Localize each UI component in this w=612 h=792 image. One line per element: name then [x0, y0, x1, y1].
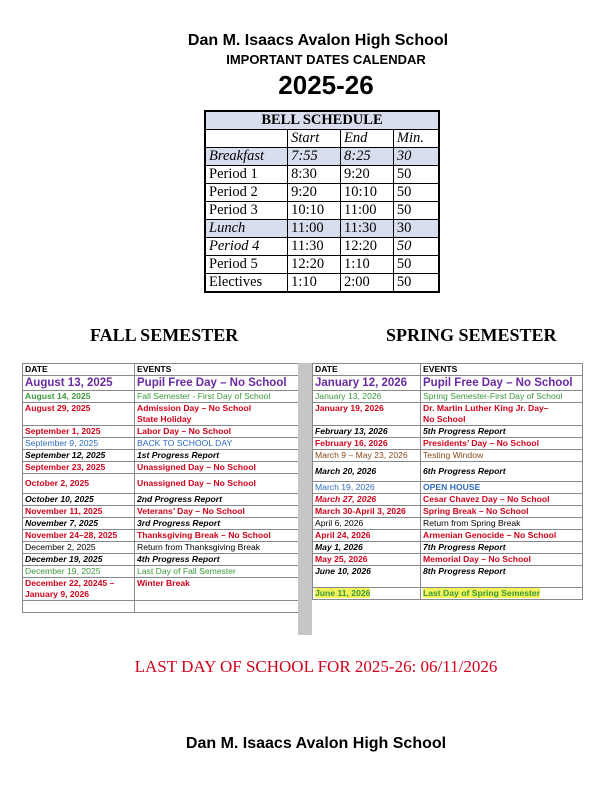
footer-school-name: Dan M. Isaacs Avalon High School [185, 735, 447, 752]
row-event [135, 601, 299, 613]
column-divider [298, 363, 312, 635]
row-date: June 10, 2026 [313, 566, 421, 588]
bell-end: 11:30 [341, 220, 394, 238]
table-row [313, 530, 583, 542]
row-date: December 2, 2025 [23, 542, 135, 554]
row-event: 7th Progress Report [421, 542, 583, 554]
table-row [23, 462, 299, 474]
table-row [23, 578, 299, 601]
row-date: March 27, 2026 [313, 494, 421, 506]
row-event: 4th Progress Report [135, 554, 299, 566]
col-min: Min. [393, 130, 439, 148]
table-row [23, 450, 299, 462]
table-row [313, 391, 583, 403]
col-start: Start [288, 130, 341, 148]
row-date: November 7, 2025 [23, 518, 135, 530]
row-date: May 25, 2026 [313, 554, 421, 566]
bell-start: 1:10 [288, 274, 341, 293]
date-header: DATE [313, 364, 421, 376]
row-date: January 13, 2026 [313, 391, 421, 403]
row-date: January 19, 2026 [313, 403, 421, 426]
row-date: December 19, 2025 [23, 566, 135, 578]
row-date: March 19, 2026 [313, 482, 421, 494]
row-date: February 16, 2026 [313, 438, 421, 450]
bell-min: 50 [393, 274, 439, 293]
table-row [313, 588, 583, 600]
row-event-line1: Admission Day – No School [137, 403, 252, 413]
bell-row [205, 202, 439, 220]
row-event: Fall Semester - First Day of School [135, 391, 299, 403]
table-row [23, 391, 299, 403]
bell-min: 30 [393, 148, 439, 166]
table-row [313, 462, 583, 482]
bell-min: 50 [393, 238, 439, 256]
bell-start: 9:20 [288, 184, 341, 202]
row-event: Return from Spring Break [421, 518, 583, 530]
table-row [23, 542, 299, 554]
row-date: March 30-April 3, 2026 [313, 506, 421, 518]
row-date: November 11, 2025 [23, 506, 135, 518]
bell-end: 11:00 [341, 202, 394, 220]
bell-start: 11:30 [288, 238, 341, 256]
row-event [421, 403, 583, 426]
bell-start: 11:00 [288, 220, 341, 238]
row-date: August 29, 2025 [23, 403, 135, 426]
table-row [313, 518, 583, 530]
row-date: March 20, 2026 [313, 462, 421, 482]
row-event: Armenian Genocide – No School [421, 530, 583, 542]
table-row [23, 426, 299, 438]
bell-corner [205, 130, 288, 148]
row-date-line2: January 9, 2026 [25, 589, 90, 599]
row-event: Memorial Day – No School [421, 554, 583, 566]
row-date [23, 578, 135, 601]
row-event: 5th Progress Report [421, 426, 583, 438]
fall-dates-table [22, 363, 299, 613]
row-event: Unassigned Day – No School [135, 462, 299, 474]
row-event: Pupil Free Day – No School [135, 376, 299, 391]
table-row [313, 403, 583, 426]
bell-row [205, 238, 439, 256]
row-event-line2: State Holiday [137, 414, 192, 424]
row-event-highlight: Last Day of Spring Semester [423, 588, 541, 598]
spring-dates-table [312, 363, 583, 600]
row-date: September 9, 2025 [23, 438, 135, 450]
last-day-of-school: LAST DAY OF SCHOOL FOR 2025-26: 06/11/2026 [134, 657, 498, 676]
row-event: Unassigned Day – No School [135, 474, 299, 494]
row-date: September 23, 2025 [23, 462, 135, 474]
table-row [23, 601, 299, 613]
row-event: Labor Day – No School [135, 426, 299, 438]
table-row [313, 506, 583, 518]
row-event [135, 403, 299, 426]
bell-period: Period 1 [205, 166, 288, 184]
row-date: August 13, 2025 [23, 376, 135, 391]
table-row [23, 506, 299, 518]
row-date: December 19, 2025 [23, 554, 135, 566]
bell-end: 2:00 [341, 274, 394, 293]
table-row [23, 566, 299, 578]
table-row [313, 438, 583, 450]
row-event: Return from Thanksgiving Break [135, 542, 299, 554]
row-date: November 24–28, 2025 [23, 530, 135, 542]
row-event: Spring Break – No School [421, 506, 583, 518]
bell-period: Electives [205, 274, 288, 293]
table-row [23, 403, 299, 426]
bell-min: 50 [393, 184, 439, 202]
row-date: October 10, 2025 [23, 494, 135, 506]
table-row [313, 482, 583, 494]
row-event: Cesar Chavez Day – No School [421, 494, 583, 506]
row-date: October 2, 2025 [23, 474, 135, 494]
row-date [313, 588, 421, 600]
row-event: Winter Break [135, 578, 299, 601]
row-date: January 12, 2026 [313, 376, 421, 391]
table-row [23, 554, 299, 566]
row-date: September 12, 2025 [23, 450, 135, 462]
bell-period: Period 5 [205, 256, 288, 274]
row-date: September 1, 2025 [23, 426, 135, 438]
bell-period: Period 4 [205, 238, 288, 256]
row-event: Presidents’ Day – No School [421, 438, 583, 450]
bell-start: 10:10 [288, 202, 341, 220]
bell-schedule-title: BELL SCHEDULE [205, 111, 439, 130]
row-event: Spring Semester-First Day of School [421, 391, 583, 403]
table-row [23, 530, 299, 542]
bell-min: 30 [393, 220, 439, 238]
row-event: 1st Progress Report [135, 450, 299, 462]
row-date: April 24, 2026 [313, 530, 421, 542]
row-date: February 13, 2026 [313, 426, 421, 438]
bell-row [205, 220, 439, 238]
school-year: 2025-26 [278, 70, 374, 100]
school-name: Dan M. Isaacs Avalon High School [187, 32, 449, 49]
col-end: End [341, 130, 394, 148]
date-header: DATE [23, 364, 135, 376]
row-date [23, 601, 135, 613]
bell-row [205, 166, 439, 184]
row-event: Thanksgiving Break – No School [135, 530, 299, 542]
table-row [313, 450, 583, 462]
bell-period: Breakfast [205, 148, 288, 166]
row-event: Veterans’ Day – No School [135, 506, 299, 518]
bell-row [205, 274, 439, 293]
bell-min: 50 [393, 166, 439, 184]
bell-min: 50 [393, 256, 439, 274]
bell-start: 12:20 [288, 256, 341, 274]
row-event: OPEN HOUSE [421, 482, 583, 494]
bell-start: 8:30 [288, 166, 341, 184]
table-row [23, 438, 299, 450]
table-row [313, 376, 583, 391]
row-event-line2: No School [423, 414, 466, 424]
row-date: May 1, 2026 [313, 542, 421, 554]
bell-end: 10:10 [341, 184, 394, 202]
row-date: April 6, 2026 [313, 518, 421, 530]
bell-end: 9:20 [341, 166, 394, 184]
table-row [313, 426, 583, 438]
table-row [23, 376, 299, 391]
row-event-line1: Dr. Martin Luther King Jr. Day– [423, 403, 549, 413]
table-row [23, 474, 299, 494]
bell-period: Period 2 [205, 184, 288, 202]
row-date: March 9 – May 23, 2026 [313, 450, 421, 462]
bell-period: Period 3 [205, 202, 288, 220]
table-row [313, 554, 583, 566]
row-event: 8th Progress Report [421, 566, 583, 588]
table-row [23, 518, 299, 530]
table-row [23, 494, 299, 506]
events-header: EVENTS [421, 364, 583, 376]
row-event: Last Day of Fall Semester [135, 566, 299, 578]
row-date-highlight: June 11, 2026 [315, 588, 371, 598]
bell-period: Lunch [205, 220, 288, 238]
spring-semester-heading: SPRING SEMESTER [386, 325, 557, 345]
row-date-line1: December 22, 20245 – [25, 578, 115, 588]
table-row [313, 566, 583, 588]
row-event: Testing Window [421, 450, 583, 462]
table-row [313, 542, 583, 554]
calendar-title: IMPORTANT DATES CALENDAR [226, 52, 426, 67]
fall-semester-heading: FALL SEMESTER [90, 325, 239, 345]
bell-row [205, 256, 439, 274]
bell-end: 8:25 [341, 148, 394, 166]
bell-schedule-table [204, 110, 440, 293]
row-event: BACK TO SCHOOL DAY [135, 438, 299, 450]
bell-end: 1:10 [341, 256, 394, 274]
row-event: 3rd Progress Report [135, 518, 299, 530]
row-event: Pupil Free Day – No School [421, 376, 583, 391]
bell-end: 12:20 [341, 238, 394, 256]
row-event: 2nd Progress Report [135, 494, 299, 506]
bell-row [205, 148, 439, 166]
bell-start: 7:55 [288, 148, 341, 166]
row-date: August 14, 2025 [23, 391, 135, 403]
events-header: EVENTS [135, 364, 299, 376]
bell-min: 50 [393, 202, 439, 220]
table-row [313, 494, 583, 506]
row-event [421, 588, 583, 600]
bell-row [205, 184, 439, 202]
row-event: 6th Progress Report [421, 462, 583, 482]
